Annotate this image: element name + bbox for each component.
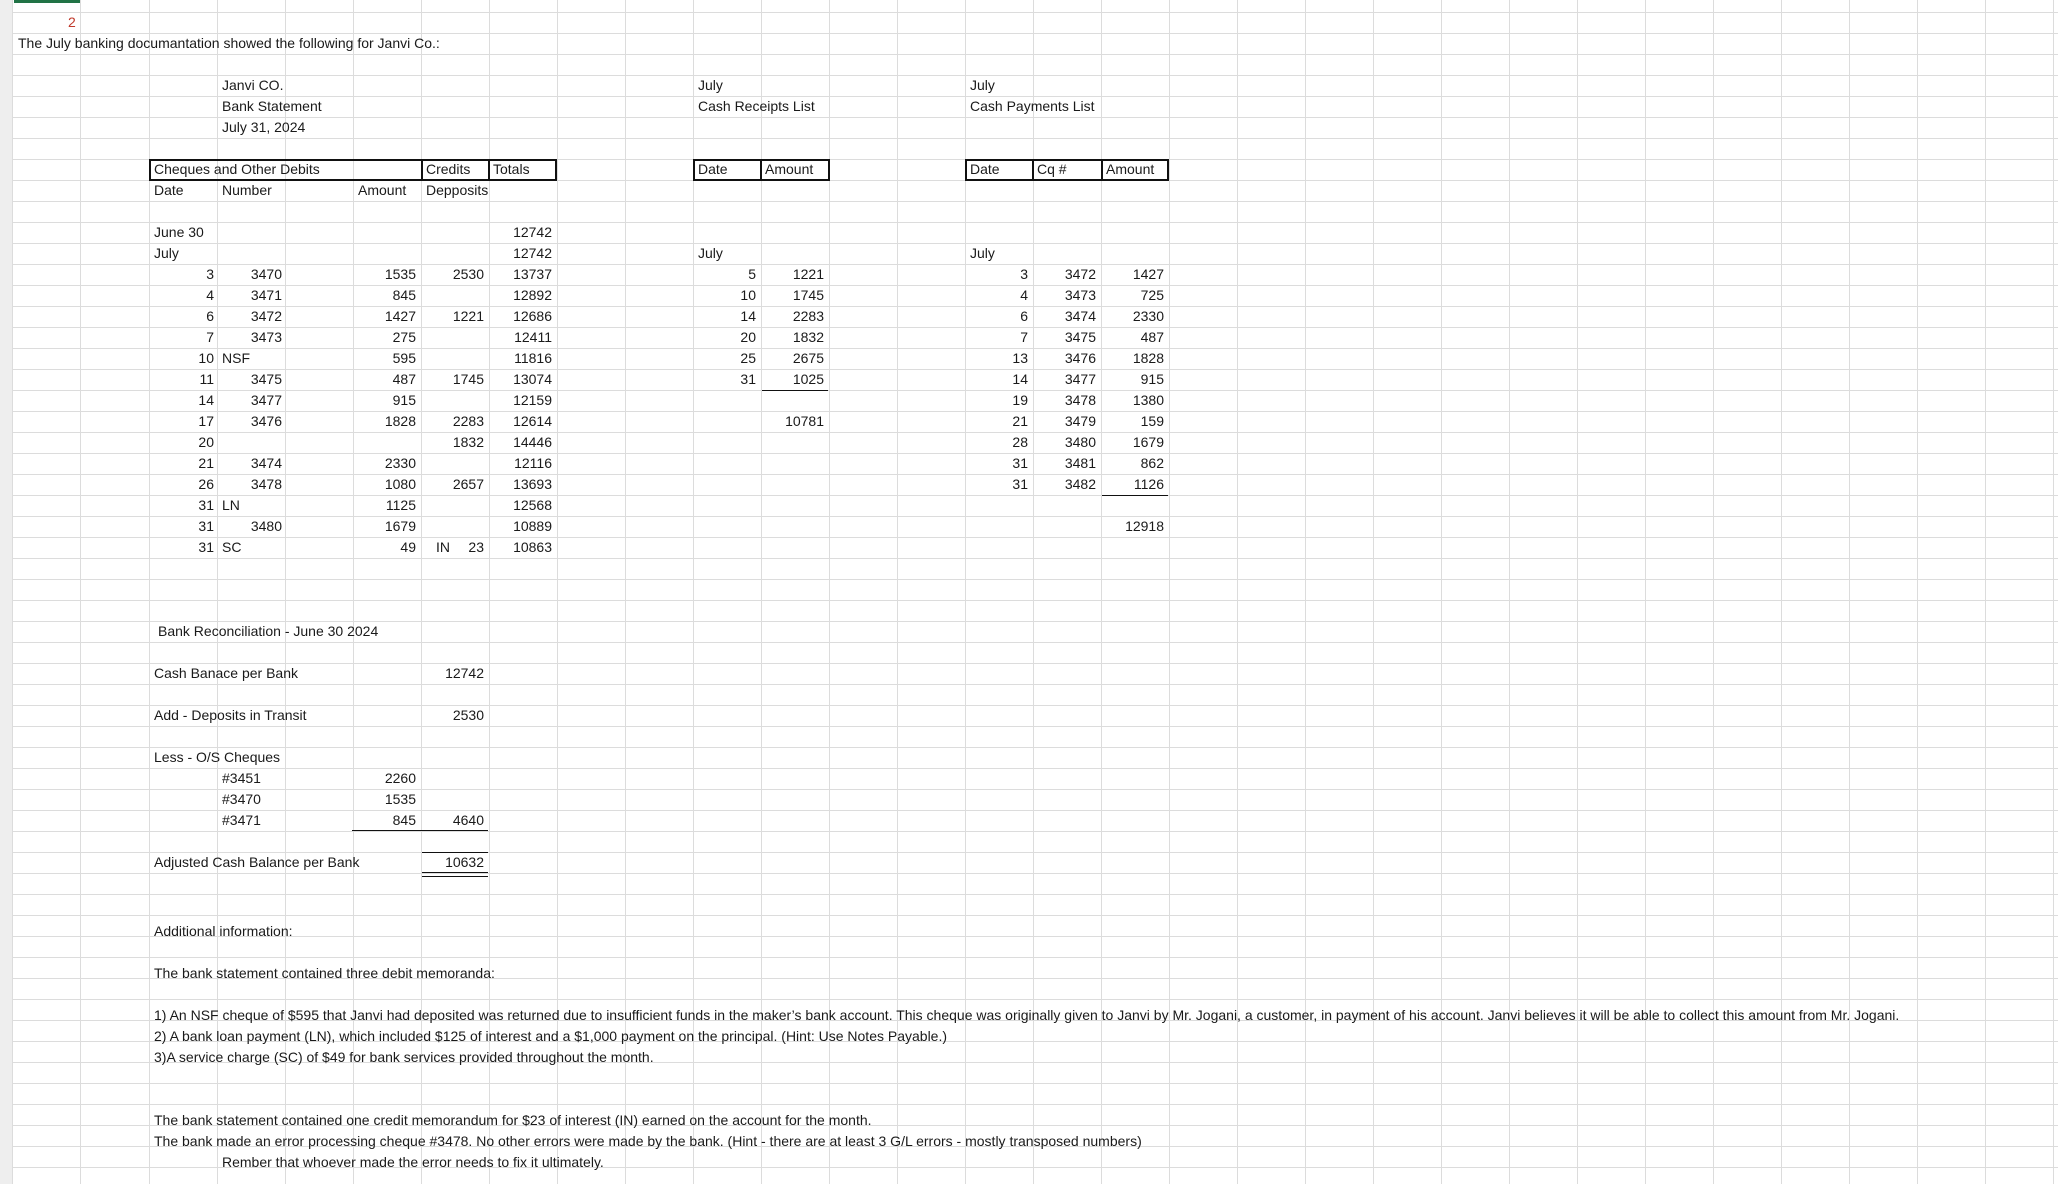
column-gridline xyxy=(1985,0,1986,1184)
payment-amount[interactable]: 1427 xyxy=(1132,266,1164,282)
receipts-month[interactable]: July xyxy=(698,77,723,93)
opening-total[interactable]: 12742 xyxy=(513,245,552,261)
payment-cq[interactable]: 3476 xyxy=(1064,350,1096,366)
stmt-total[interactable]: 10863 xyxy=(513,539,552,555)
stmt-amount[interactable]: 1828 xyxy=(384,413,416,429)
stmt-day[interactable]: 10 xyxy=(198,350,214,366)
stmt-credit[interactable]: 1745 xyxy=(452,371,484,387)
payment-cq[interactable]: 3481 xyxy=(1064,455,1096,471)
receipts-col-amount[interactable]: Amount xyxy=(765,161,814,177)
stmt-amount[interactable]: 1535 xyxy=(384,266,416,282)
payment-amount[interactable]: 915 xyxy=(1140,371,1164,387)
stmt-amount[interactable]: 1125 xyxy=(385,497,416,513)
stmt-total[interactable]: 13693 xyxy=(513,476,552,492)
stmt-credit[interactable]: 1832 xyxy=(452,434,484,450)
payment-cq[interactable]: 3482 xyxy=(1064,476,1096,492)
recon-os-amount[interactable]: 1535 xyxy=(384,791,416,807)
receipt-amount[interactable]: 1745 xyxy=(792,287,824,303)
stmt-cheque-num[interactable]: 3477 xyxy=(250,392,282,408)
col-date[interactable]: Date xyxy=(154,182,184,198)
stmt-amount[interactable]: 487 xyxy=(392,371,416,387)
stmt-total[interactable]: 13737 xyxy=(513,266,552,282)
recon-os-num[interactable]: #3470 xyxy=(222,791,261,807)
payment-amount[interactable]: 862 xyxy=(1140,455,1164,471)
recon-cash-value[interactable]: 12742 xyxy=(445,665,484,681)
col-number[interactable]: Number xyxy=(222,182,272,198)
stmt-total[interactable]: 14446 xyxy=(513,434,552,450)
col-cheques[interactable]: Cheques and Other Debits xyxy=(154,161,320,177)
recon-os-total[interactable]: 4640 xyxy=(452,812,484,828)
payment-cq[interactable]: 3480 xyxy=(1064,434,1096,450)
payment-amount[interactable]: 725 xyxy=(1140,287,1164,303)
selected-column-indicator xyxy=(14,0,80,3)
payment-amount[interactable]: 487 xyxy=(1140,329,1164,345)
statement-date[interactable]: July 31, 2024 xyxy=(222,119,306,135)
stmt-code[interactable]: SC xyxy=(222,539,242,555)
payments-col-amount[interactable]: Amount xyxy=(1106,161,1155,177)
stmt-credit[interactable]: 23 xyxy=(468,539,484,555)
stmt-code[interactable]: LN xyxy=(222,497,240,513)
payment-day[interactable]: 6 xyxy=(1020,308,1028,324)
stmt-cheque-num[interactable]: 3476 xyxy=(250,413,282,429)
stmt-day[interactable]: 17 xyxy=(198,413,214,429)
stmt-code[interactable]: NSF xyxy=(222,350,250,366)
stmt-cheque-num[interactable]: 3478 xyxy=(250,476,282,492)
info-item-3[interactable]: 3)A service charge (SC) of $49 for bank services provided throughout the month. xyxy=(154,1049,654,1065)
opening-total[interactable]: 12742 xyxy=(513,224,552,240)
stmt-cheque-num[interactable]: 3480 xyxy=(250,518,282,534)
payments-title[interactable]: Cash Payments List xyxy=(970,98,1095,114)
col-deposits[interactable]: Depposits xyxy=(426,182,489,198)
stmt-amount[interactable]: 49 xyxy=(400,539,416,555)
stmt-cheque-num[interactable]: 3472 xyxy=(250,308,282,324)
recon-adjusted-label[interactable]: Adjusted Cash Balance per Bank xyxy=(154,854,360,870)
stmt-day[interactable]: 6 xyxy=(206,308,214,324)
stmt-amount[interactable]: 915 xyxy=(392,392,416,408)
stmt-credit[interactable]: 2657 xyxy=(452,476,484,492)
payments-month[interactable]: July xyxy=(970,77,995,93)
stmt-day[interactable]: 14 xyxy=(198,392,214,408)
stmt-cheque-num[interactable]: 3473 xyxy=(250,329,282,345)
stmt-amount[interactable]: 275 xyxy=(392,329,416,345)
payment-day[interactable]: 28 xyxy=(1012,434,1028,450)
payment-day[interactable]: 7 xyxy=(1020,329,1028,345)
payment-cq[interactable]: 3474 xyxy=(1064,308,1096,324)
opening-date[interactable]: June 30 xyxy=(154,224,204,240)
recon-os-underline xyxy=(352,830,488,831)
recon-cash-label[interactable]: Cash Banace per Bank xyxy=(154,665,298,681)
stmt-cheque-num[interactable]: 3470 xyxy=(250,266,282,282)
col-totals[interactable]: Totals xyxy=(493,161,530,177)
stmt-cheque-num[interactable]: 3475 xyxy=(250,371,282,387)
receipts-title[interactable]: Cash Receipts List xyxy=(698,98,815,114)
receipt-day[interactable]: 14 xyxy=(740,308,756,324)
stmt-total[interactable]: 12892 xyxy=(513,287,552,303)
payment-amount[interactable]: 1126 xyxy=(1133,476,1164,492)
info-error-note[interactable]: The bank made an error processing cheque #3478. No other errors were made by the bank. (Hint - there are at least 3 G/L errors - mostly transposed numbers) xyxy=(154,1133,1142,1149)
stmt-cheque-num[interactable]: 3471 xyxy=(250,287,282,303)
stmt-credit[interactable]: 1221 xyxy=(452,308,484,324)
payment-day[interactable]: 31 xyxy=(1012,455,1028,471)
stmt-day[interactable]: 11 xyxy=(199,371,214,387)
recon-double-underline xyxy=(422,872,488,877)
column-gridline xyxy=(2053,0,2054,1184)
stmt-total[interactable]: 12614 xyxy=(513,413,552,429)
receipt-day[interactable]: 5 xyxy=(748,266,756,282)
payment-amount[interactable]: 2330 xyxy=(1132,308,1164,324)
payment-amount[interactable]: 1380 xyxy=(1132,392,1164,408)
recon-title[interactable]: Bank Reconciliation - June 30 2024 xyxy=(158,623,379,639)
receipt-day[interactable]: 31 xyxy=(740,371,756,387)
stmt-amount[interactable]: 595 xyxy=(392,350,416,366)
receipt-amount[interactable]: 2283 xyxy=(792,308,824,324)
row-number: 2 xyxy=(68,14,76,30)
payment-cq[interactable]: 3473 xyxy=(1064,287,1096,303)
stmt-amount[interactable]: 1679 xyxy=(384,518,416,534)
payment-day[interactable]: 31 xyxy=(1012,476,1028,492)
payment-cq[interactable]: 3479 xyxy=(1064,413,1096,429)
recon-os-num[interactable]: #3451 xyxy=(222,770,261,786)
stmt-day[interactable]: 3 xyxy=(206,266,214,282)
stmt-credit[interactable]: 2530 xyxy=(452,266,484,282)
stmt-total[interactable]: 13074 xyxy=(513,371,552,387)
stmt-total[interactable]: 12159 xyxy=(513,392,552,408)
stmt-total[interactable]: 12686 xyxy=(513,308,552,324)
info-item-2[interactable]: 2) A bank loan payment (LN), which included $125 of interest and a $1,000 payment on the principal. (Hint: Use Notes Payable.) xyxy=(154,1028,948,1044)
receipts-total[interactable]: 10781 xyxy=(785,413,824,429)
receipt-amount[interactable]: 1832 xyxy=(792,329,824,345)
payments-underline xyxy=(1102,495,1168,496)
recon-os-label[interactable]: Less - O/S Cheques xyxy=(154,749,281,765)
payments-col-date[interactable]: Date xyxy=(970,161,1000,177)
recon-dit-label[interactable]: Add - Deposits in Transit xyxy=(154,707,307,723)
column-gridline xyxy=(80,0,81,1184)
payment-cq[interactable]: 3477 xyxy=(1064,371,1096,387)
stmt-amount[interactable]: 2330 xyxy=(384,455,416,471)
recon-adjusted-value[interactable]: 10632 xyxy=(445,854,484,870)
column-gridline xyxy=(12,0,13,1184)
stmt-total[interactable]: 10889 xyxy=(513,518,552,534)
payments-col-cq[interactable]: Cq # xyxy=(1037,161,1067,177)
info-title[interactable]: Additional information: xyxy=(154,923,293,939)
payment-cq[interactable]: 3472 xyxy=(1064,266,1096,282)
info-reminder[interactable]: Rember that whoever made the error needs to fix it ultimately. xyxy=(222,1154,604,1170)
info-credit-memo[interactable]: The bank statement contained one credit memorandum for $23 of interest (IN) earned on the account for the month. xyxy=(154,1112,872,1128)
receipt-amount[interactable]: 1025 xyxy=(792,371,824,387)
payment-cq[interactable]: 3475 xyxy=(1064,329,1096,345)
stmt-day[interactable]: 21 xyxy=(198,455,214,471)
payment-amount[interactable]: 1679 xyxy=(1132,434,1164,450)
receipts-col-date[interactable]: Date xyxy=(698,161,728,177)
receipt-amount[interactable]: 2675 xyxy=(792,350,824,366)
payment-day[interactable]: 21 xyxy=(1012,413,1028,429)
payment-day[interactable]: 3 xyxy=(1020,266,1028,282)
recon-os-amount[interactable]: 845 xyxy=(392,812,416,828)
recon-os-amount[interactable]: 2260 xyxy=(384,770,416,786)
payment-amount[interactable]: 1828 xyxy=(1132,350,1164,366)
col-credits[interactable]: Credits xyxy=(426,161,471,177)
stmt-day[interactable]: 7 xyxy=(206,329,214,345)
receipt-amount[interactable]: 1221 xyxy=(792,266,824,282)
stmt-amount[interactable]: 1080 xyxy=(384,476,416,492)
stmt-total[interactable]: 12116 xyxy=(514,455,552,471)
stmt-day[interactable]: 4 xyxy=(206,287,214,303)
payments-july[interactable]: July xyxy=(970,245,995,261)
stmt-day[interactable]: 20 xyxy=(198,434,214,450)
stmt-total[interactable]: 11816 xyxy=(514,350,552,366)
payment-cq[interactable]: 3478 xyxy=(1064,392,1096,408)
recon-os-num[interactable]: #3471 xyxy=(222,812,261,828)
receipt-day[interactable]: 20 xyxy=(740,329,756,345)
column-gridline xyxy=(1917,0,1918,1184)
receipt-day[interactable]: 25 xyxy=(740,350,756,366)
stmt-day[interactable]: 26 xyxy=(198,476,214,492)
stmt-credit-label[interactable]: IN xyxy=(436,539,450,555)
stmt-day[interactable]: 31 xyxy=(198,518,214,534)
stmt-total[interactable]: 12568 xyxy=(513,497,552,513)
info-item-1[interactable]: 1) An NSF cheque of $595 that Janvi had deposited was returned due to insufficient funds in the maker’s bank account. This cheque was originally given to Janvi by Mr. Jogani, a customer, in payment of his account. Janvi believes it will be able to collect this amount from Mr. Jogani. xyxy=(154,1007,1900,1023)
opening-date[interactable]: July xyxy=(154,245,179,261)
receipt-day[interactable]: 10 xyxy=(740,287,756,303)
stmt-amount[interactable]: 1427 xyxy=(384,308,416,324)
stmt-credit[interactable]: 2283 xyxy=(452,413,484,429)
info-debit-intro[interactable]: The bank statement contained three debit memoranda: xyxy=(154,965,495,981)
stmt-amount[interactable]: 845 xyxy=(392,287,416,303)
receipts-july[interactable]: July xyxy=(698,245,723,261)
payment-amount[interactable]: 159 xyxy=(1140,413,1164,429)
stmt-day[interactable]: 31 xyxy=(198,497,214,513)
stmt-day[interactable]: 31 xyxy=(198,539,214,555)
col-amount[interactable]: Amount xyxy=(358,182,407,198)
payment-day[interactable]: 4 xyxy=(1020,287,1028,303)
statement-company[interactable]: Janvi CO. xyxy=(222,77,284,93)
payment-day[interactable]: 14 xyxy=(1012,371,1028,387)
intro-text[interactable]: The July banking documantation showed the following for Janvi Co.: xyxy=(18,35,440,51)
payment-day[interactable]: 19 xyxy=(1012,392,1028,408)
stmt-total[interactable]: 12411 xyxy=(514,329,552,345)
payments-total[interactable]: 12918 xyxy=(1125,518,1164,534)
stmt-cheque-num[interactable]: 3474 xyxy=(250,455,282,471)
recon-dit-value[interactable]: 2530 xyxy=(452,707,484,723)
receipts-underline xyxy=(762,390,828,391)
payment-day[interactable]: 13 xyxy=(1012,350,1028,366)
statement-title[interactable]: Bank Statement xyxy=(222,98,322,114)
